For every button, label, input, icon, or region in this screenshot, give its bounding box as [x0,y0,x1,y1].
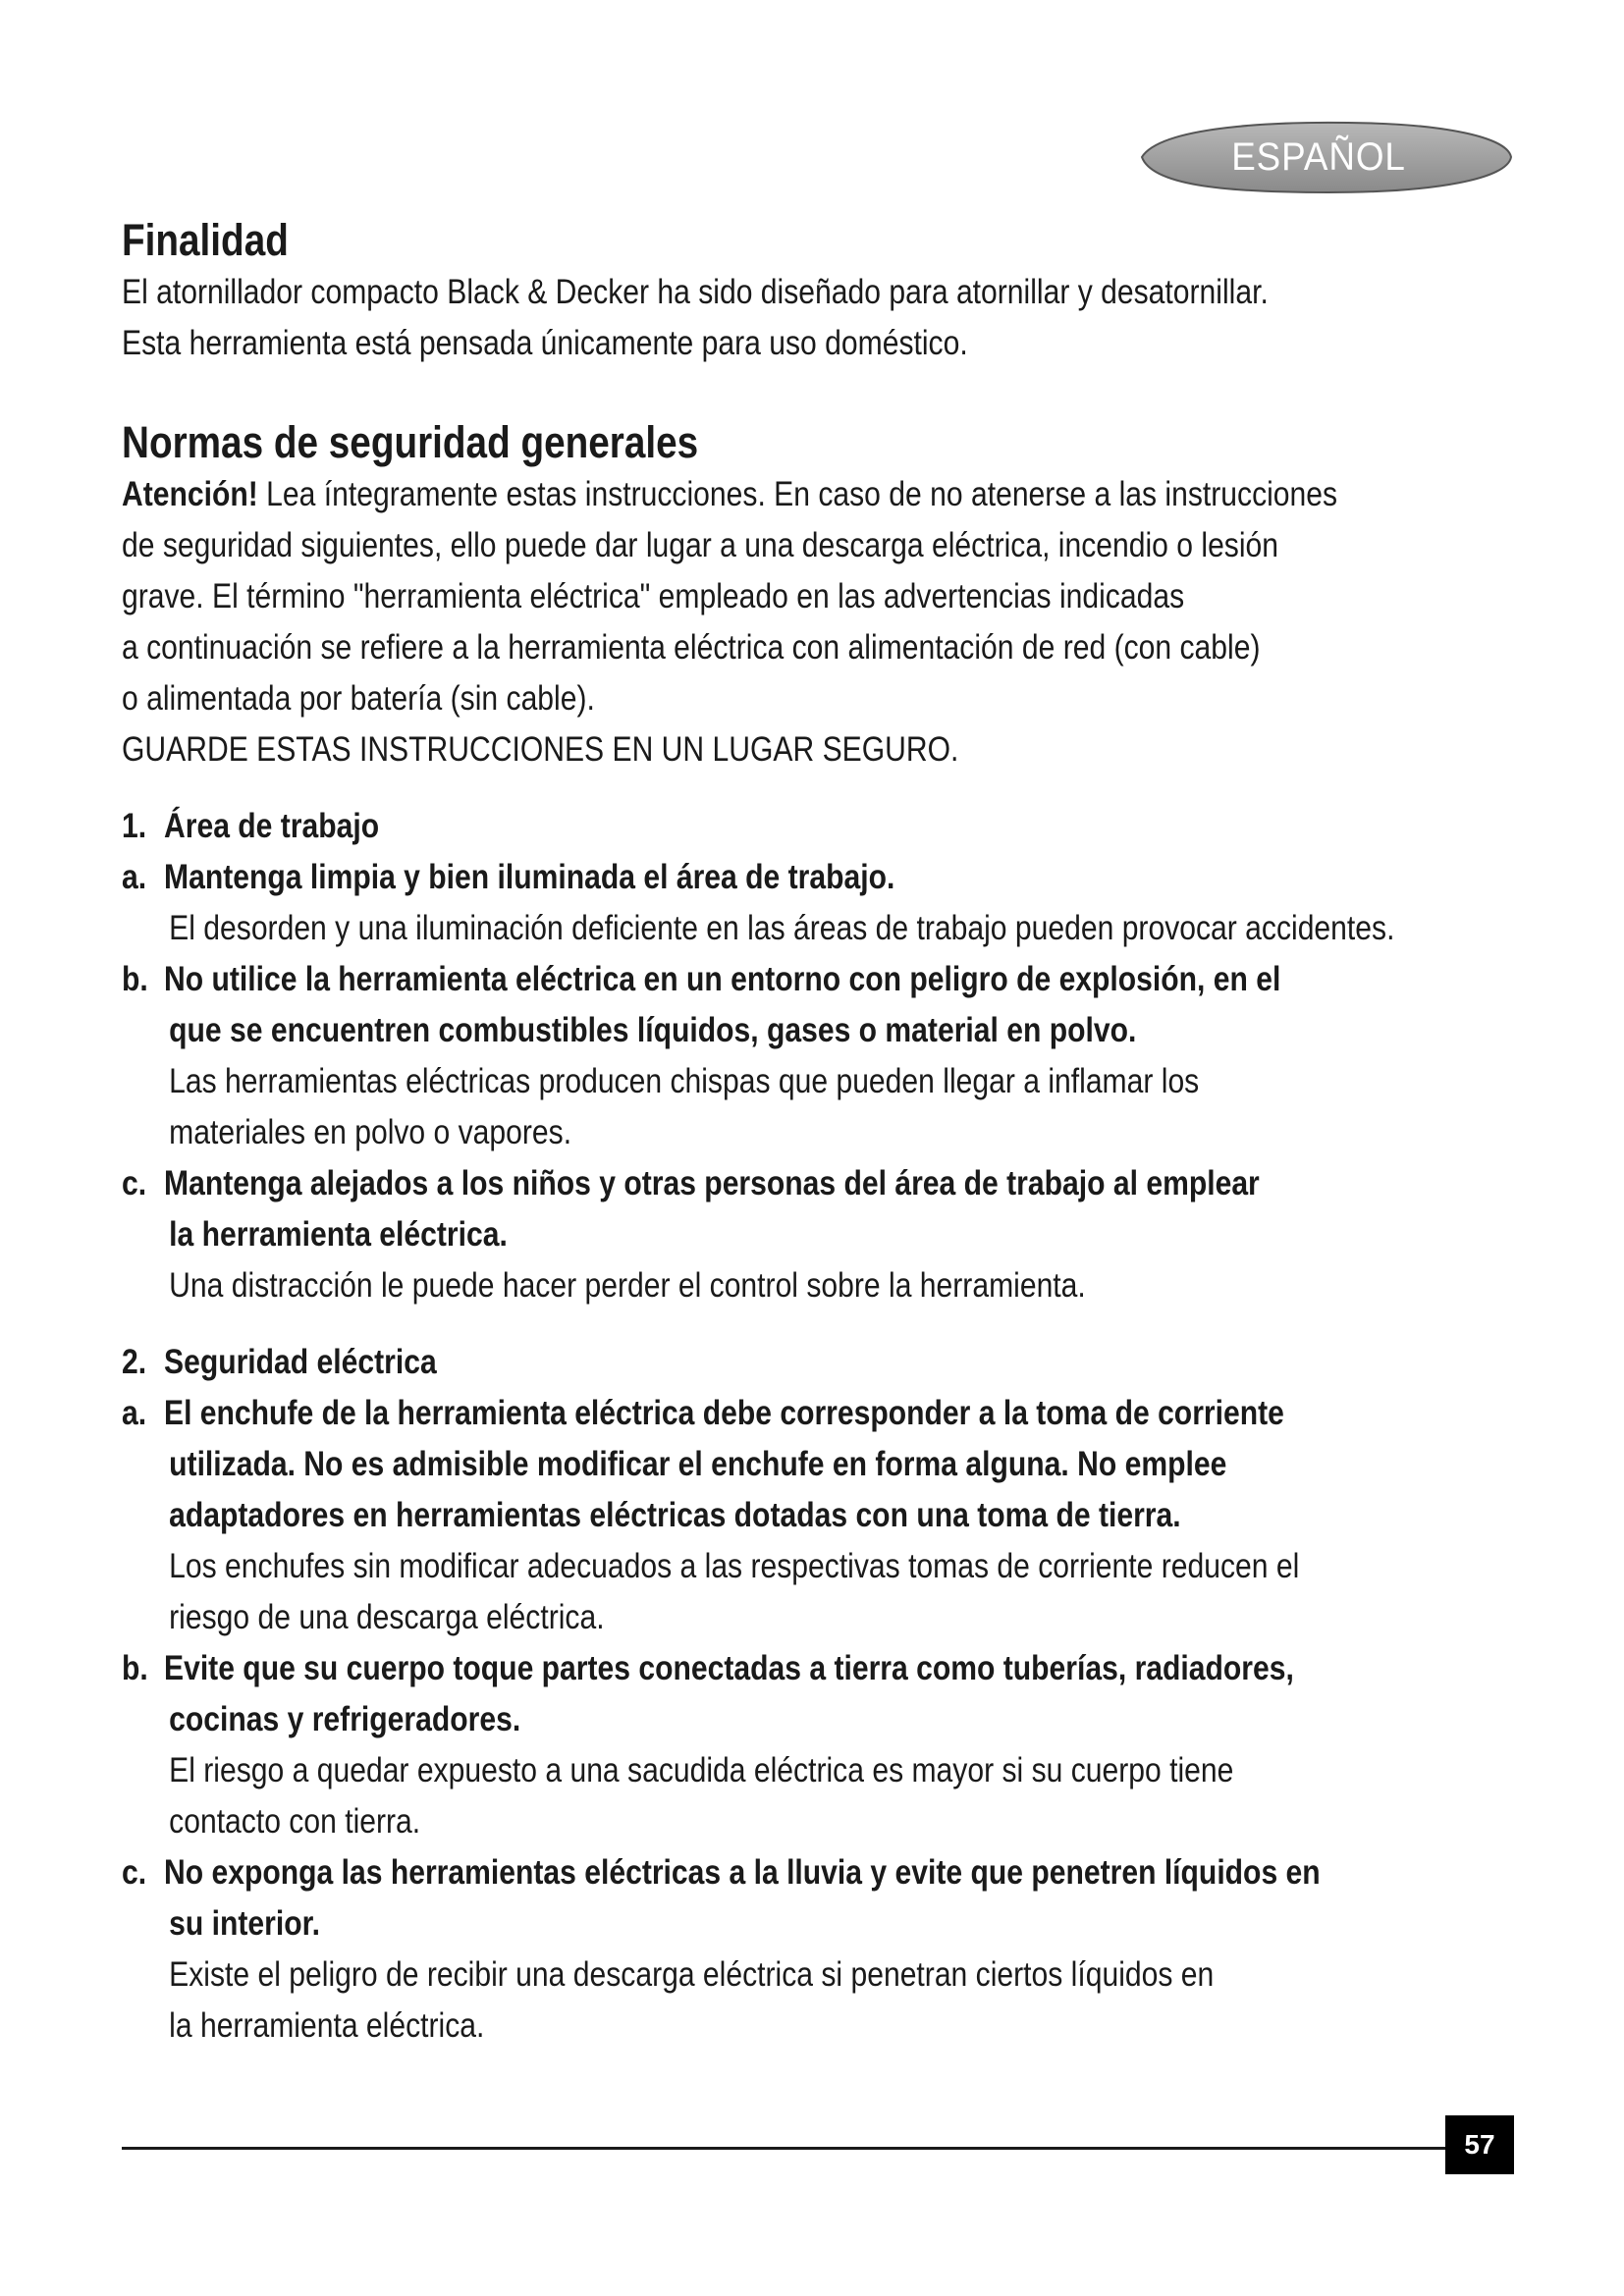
paragraph-line: Esta herramienta está pensada únicamente para uso doméstico. [122,324,968,362]
page-number: 57 [1445,2115,1514,2174]
section-title-normas: Normas de seguridad generales [122,417,699,467]
list-item-text: El riesgo a quedar expuesto a una sacudida eléctrica es mayor si su cuerpo tiene [169,1751,1234,1789]
footer-rule [122,2147,1514,2150]
list-item-bold: su interior. [169,1904,321,1943]
subsection-title-seguridad: 2. Seguridad eléctrica [122,1343,437,1381]
list-item-bold: cocinas y refrigeradores. [169,1700,521,1738]
list-item-bold: a. Mantenga limpia y bien iluminada el área de trabajo. [122,858,895,896]
list-item-bold: b. Evite que su cuerpo toque partes conectadas a tierra como tuberías, radiadores, [122,1649,1294,1687]
subsection-title-area: 1. Área de trabajo [122,807,380,845]
language-tab [1122,120,1515,194]
paragraph-line: a continuación se refiere a la herramienta eléctrica con alimentación de red (con cable) [122,628,1261,667]
list-item-text: riesgo de una descarga eléctrica. [169,1598,605,1636]
paragraph-line: El atornillador compacto Black & Decker ha sido diseñado para atornillar y desatornillar. [122,273,1269,311]
list-item-bold: adaptadores en herramientas eléctricas dotadas con una toma de tierra. [169,1496,1181,1534]
list-item-bold: a. El enchufe de la herramienta eléctrica debe corresponder a la toma de corriente [122,1394,1284,1432]
paragraph-line [122,469,1388,520]
paragraph-line: o alimentada por batería (sin cable). [122,679,595,718]
list-item-text: Existe el peligro de recibir una descarga eléctrica si penetran ciertos líquidos en [169,1955,1215,1994]
list-item-text: Las herramientas eléctricas producen chispas que pueden llegar a inflamar los [169,1062,1200,1100]
paragraph-line: GUARDE ESTAS INSTRUCCIONES EN UN LUGAR SEGURO. [122,730,959,769]
paragraph-line: de seguridad siguientes, ello puede dar lugar a una descarga eléctrica, incendio o lesión [122,526,1279,564]
main-content [122,214,1595,2052]
list-item-bold: b. No utilice la herramienta eléctrica en un entorno con peligro de explosión, en el [122,960,1281,998]
paragraph-line: grave. El término "herramienta eléctrica" empleado en las advertencias indicadas [122,577,1185,615]
list-item-bold: c. Mantenga alejados a los niños y otras personas del área de trabajo al emplear [122,1164,1260,1202]
section-title-finalidad: Finalidad [122,215,289,265]
list-item-text: materiales en polvo o vapores. [169,1113,572,1151]
list-item-text: El desorden y una iluminación deficiente en las áreas de trabajo pueden provocar accidentes. [169,909,1395,947]
list-item-text: contacto con tierra. [169,1802,421,1841]
list-item-text: Una distracción le puede hacer perder el control sobre la herramienta. [169,1266,1086,1305]
list-item-text: la herramienta eléctrica. [169,2006,485,2045]
list-item-bold: c. No exponga las herramientas eléctricas a la lluvia y evite que penetren líquidos en [122,1853,1321,1892]
warning-text: Lea íntegramente estas instrucciones. En caso de no atenerse a las instrucciones [257,475,1338,513]
list-item-bold: la herramienta eléctrica. [169,1215,508,1254]
warning-label: Atención! [122,475,258,513]
list-item-text: Los enchufes sin modificar adecuados a las respectivas tomas de corriente reducen el [169,1547,1300,1585]
language-label: ESPAÑOL [1231,135,1406,179]
list-item-bold: utilizada. No es admisible modificar el enchufe en forma alguna. No emplee [169,1445,1227,1483]
list-item-bold: que se encuentren combustibles líquidos, gases o material en polvo. [169,1011,1137,1049]
